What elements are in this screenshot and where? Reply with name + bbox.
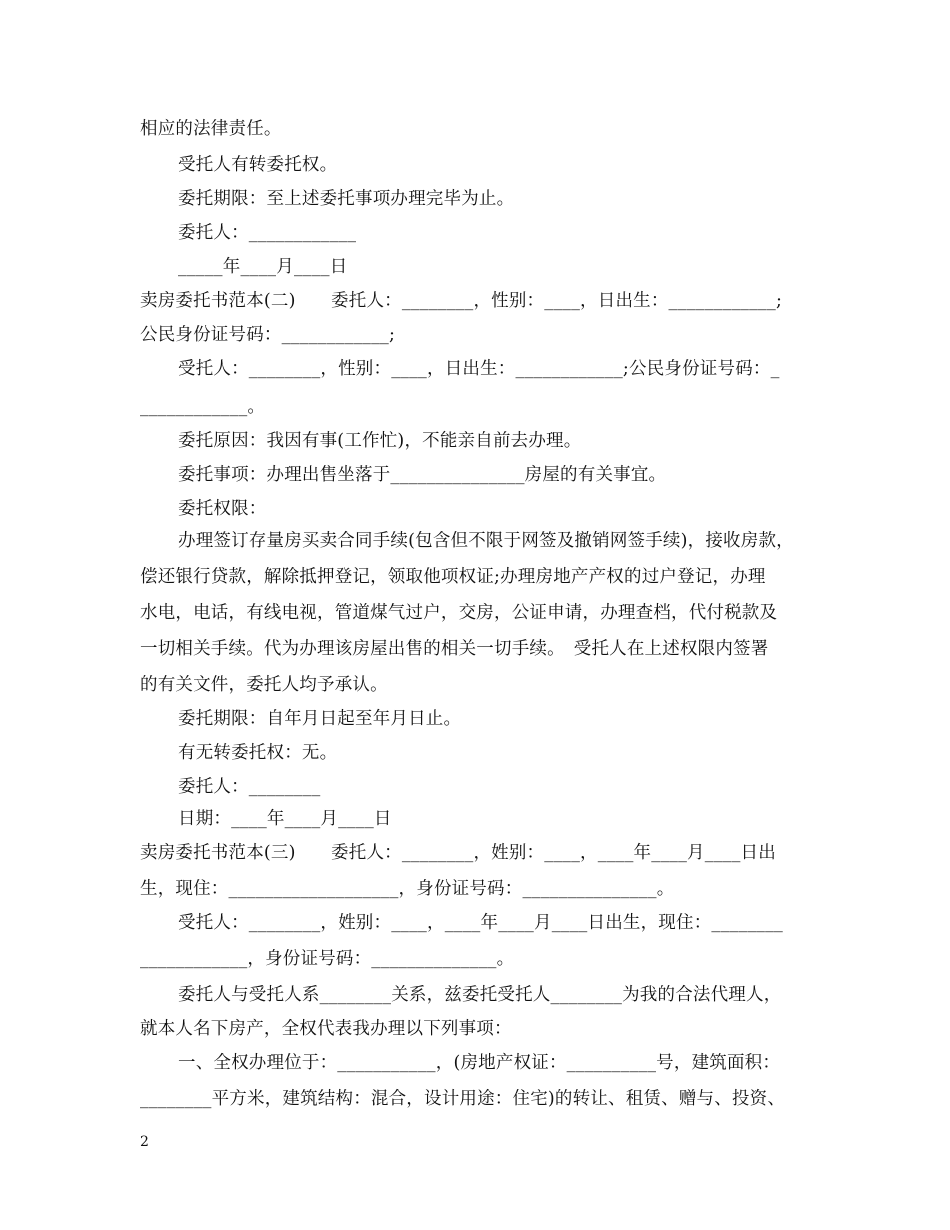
text-line: 生，现住：___________________，身份证号码：_______________。 (140, 879, 675, 899)
text-line: 日期：____年____月____日 (178, 809, 392, 829)
text-line: 委托人：____________ (178, 223, 357, 243)
text-line: 受托人有转委托权。 (178, 155, 338, 175)
text-line: 一、全权办理位于：___________，(房地产权证：__________号，建筑面积： (178, 1053, 781, 1073)
text-line: 委托期限：至上述委托事项办理完毕为止。 (178, 189, 515, 209)
text-line: 公民身份证号码：____________; (140, 325, 396, 345)
text-line: 办理签订存量房买卖合同手续(包含但不限于网签及撤销网签手续)，接收房款， (178, 531, 794, 551)
text-line: 委托人：________ (178, 777, 321, 797)
text-line: 相应的法律责任。 (140, 119, 282, 139)
text-line: 委托原因：我因有事(工作忙)，不能亲自前去办理。 (178, 431, 582, 451)
section-heading-line: 卖房委托书范本(三) 委托人：________，姓别：____，____年____月____日出 (140, 843, 776, 863)
text-line: 委托人与受托人系________关系，兹委托受托人________为我的合法代理人， (178, 985, 782, 1005)
text-line: _____年____月____日 (178, 257, 348, 277)
text-line: 委托期限：自年月日起至年月日止。 (178, 709, 462, 729)
text-line: ________平方米，建筑结构：混合，设计用途：住宅)的转让、租赁、赠与、投资、 (140, 1089, 786, 1109)
text-line: ____________。 (140, 397, 266, 417)
section-heading-line: 卖房委托书范本(二) 委托人：________，性别：____，日出生：____________; (140, 291, 783, 311)
text-line: ____________，身份证号码：______________。 (140, 949, 515, 969)
text-line: 的有关文件，委托人均予承认。 (140, 675, 388, 695)
text-line: 水电，电话，有线电视，管道煤气过户，交房，公证申请，办理查档，代付税款及 (140, 603, 778, 623)
page-number: 2 (140, 1134, 149, 1150)
text-line: 受托人：________，姓别：____，____年____月____日出生，现住：________ (178, 913, 783, 933)
text-line: 有无转委托权：无。 (178, 743, 338, 763)
text-line: 委托事项：办理出售坐落于_______________房屋的有关事宜。 (178, 465, 667, 485)
text-line: 就本人名下房产，全权代表我办理以下列事项： (140, 1019, 512, 1039)
text-line: 受托人：________，性别：____，日出生：____________;公民身份证号码：_ (178, 359, 780, 379)
text-line: 委托权限： (178, 499, 267, 519)
text-line: 一切相关手续。代为办理该房屋出售的相关一切手续。 受托人在上述权限内签署 (140, 639, 769, 659)
text-line: 偿还银行贷款，解除抵押登记，领取他项权证;办理房地产产权的过户登记，办理 (140, 567, 766, 587)
